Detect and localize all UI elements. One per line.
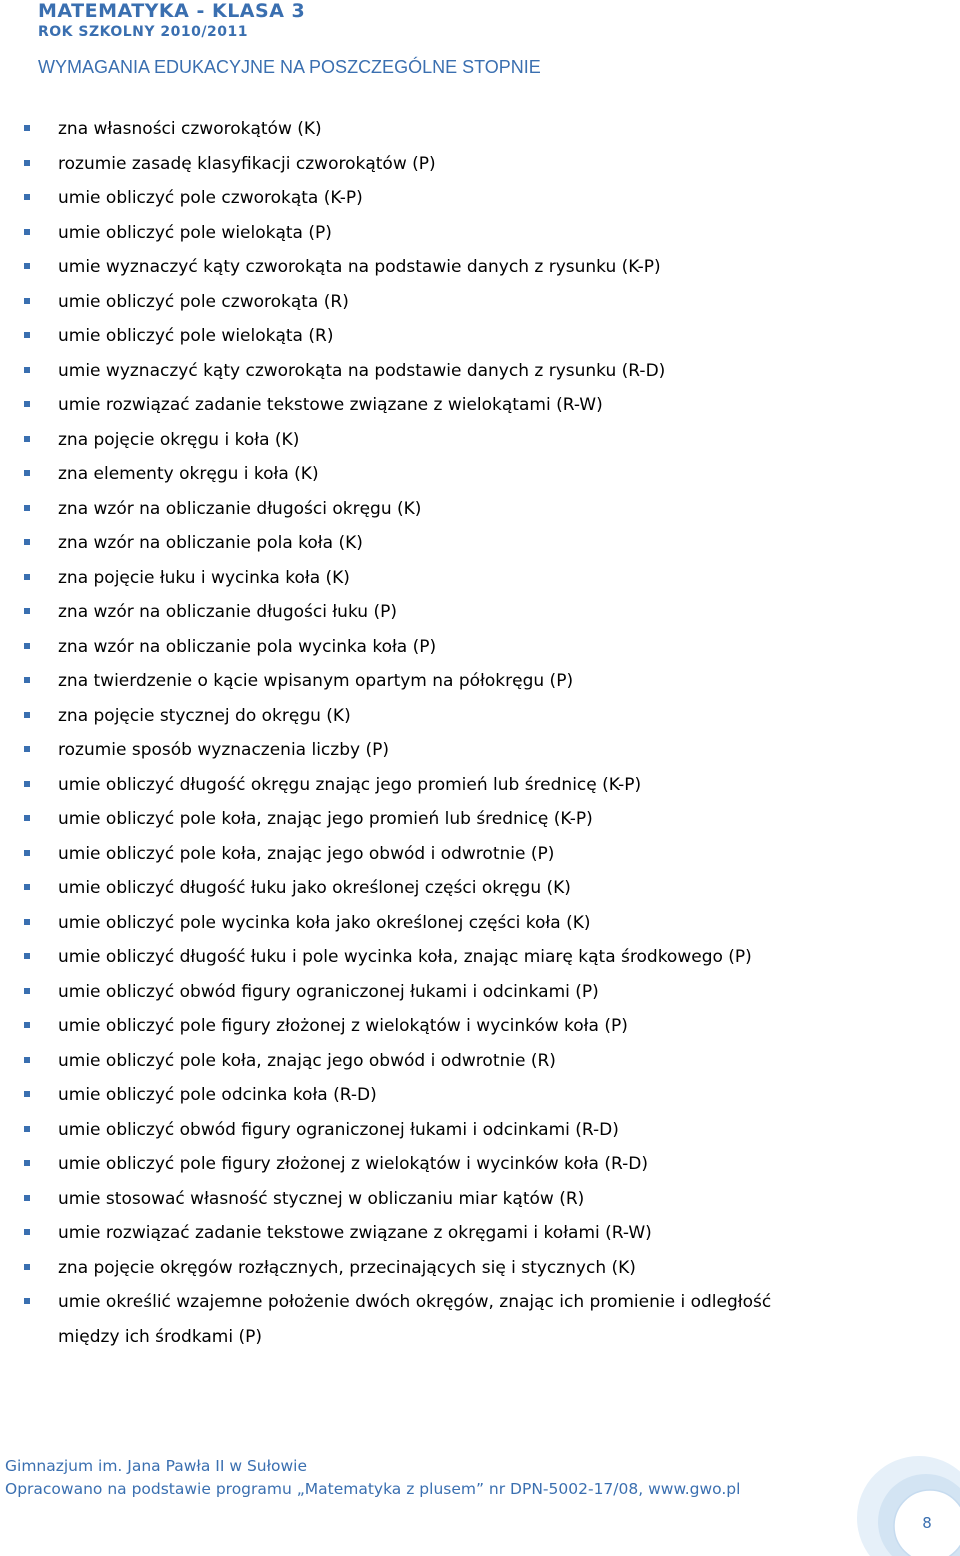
list-item-text: zna twierdzenie o kącie wpisanym opartym na półokręgu (P): [58, 671, 574, 691]
bullet-icon: [24, 505, 30, 511]
list-item: [0, 457, 960, 492]
bullet-icon: [24, 1229, 30, 1235]
bullet-icon: [24, 436, 30, 442]
school-year: ROK SZKOLNY 2010/2011: [38, 24, 248, 40]
bullet-icon: [24, 919, 30, 925]
list-item: [0, 285, 960, 320]
list-item: [0, 319, 960, 354]
list-item: [0, 181, 960, 216]
bullet-icon: [24, 1195, 30, 1201]
list-item-text: zna pojęcie łuku i wycinka koła (K): [58, 567, 350, 588]
bullet-icon: [24, 298, 30, 304]
list-item: [0, 1009, 960, 1044]
section-heading: WYMAGANIA EDUKACYJNE NA POSZCZEGÓLNE STOPNIE: [38, 57, 541, 77]
list-item: [0, 1285, 818, 1354]
bullet-icon: [24, 1126, 30, 1132]
bullet-icon: [24, 263, 30, 269]
bullet-icon: [24, 712, 30, 718]
list-item: [0, 768, 960, 803]
list-item: [0, 250, 960, 285]
bullet-icon: [24, 643, 30, 649]
list-item-text: zna elementy okręgu i koła (K): [58, 464, 319, 484]
list-item: [0, 388, 960, 423]
list-item-text: umie obliczyć pole odcinka koła (R-D): [58, 1085, 377, 1105]
bullet-icon: [24, 1298, 30, 1304]
list-item: [0, 664, 960, 699]
list-item: [0, 354, 960, 389]
list-item-text: zna pojęcie okręgu i koła (K): [58, 429, 300, 450]
list-item-text: umie obliczyć długość okręgu znając jego promień lub średnicę (K-P): [58, 774, 642, 795]
list-item-text: umie obliczyć obwód figury ograniczonej łukami i odcinkami (R-D): [58, 1119, 619, 1140]
list-item-text: umie obliczyć pole koła, znając jego promień lub średnicę (K-P): [58, 809, 593, 829]
list-item: [0, 1216, 960, 1251]
list-item-text: umie obliczyć pole czworokąta (K-P): [58, 188, 363, 208]
list-item: [0, 595, 960, 630]
bullet-icon: [24, 401, 30, 407]
list-item-text: rozumie zasadę klasyfikacji czworokątów (P): [58, 153, 436, 174]
bullet-icon: [24, 194, 30, 200]
list-item-text: umie obliczyć pole figury złożonej z wielokątów i wycinków koła (P): [58, 1016, 628, 1036]
bullet-icon: [24, 539, 30, 545]
list-item-text: zna wzór na obliczanie długości łuku (P): [58, 602, 397, 622]
list-item-text: umie obliczyć pole czworokąta (R): [58, 291, 349, 312]
list-item-text: zna pojęcie stycznej do okręgu (K): [58, 705, 351, 726]
list-item-text: umie obliczyć pole figury złożonej z wielokątów i wycinków koła (R-D): [58, 1154, 648, 1174]
bullet-icon: [24, 1022, 30, 1028]
bullet-icon: [24, 988, 30, 994]
bullet-icon: [24, 746, 30, 752]
list-item: [0, 940, 818, 975]
bullet-icon: [24, 229, 30, 235]
bullet-icon: [24, 884, 30, 890]
list-item: [0, 561, 960, 596]
list-item-text: umie stosować własność stycznej w obliczaniu miar kątów (R): [58, 1188, 585, 1209]
footer-school: Gimnazjum im. Jana Pawła II w Sułowie: [5, 1457, 308, 1475]
bullet-icon: [24, 781, 30, 787]
bullet-icon: [24, 125, 30, 131]
list-item-text: umie obliczyć obwód figury ograniczonej łukami i odcinkami (P): [58, 981, 599, 1002]
list-item-text: rozumie sposób wyznaczenia liczby (P): [58, 740, 389, 760]
list-item-text: umie obliczyć pole wycinka koła jako określonej części koła (K): [58, 912, 591, 933]
footer-source: Opracowano na podstawie programu „Matematyka z plusem” nr DPN-5002-17/08, www.gwo.pl: [5, 1480, 741, 1498]
bullet-icon: [24, 608, 30, 614]
list-item: [0, 147, 960, 182]
list-item: [0, 423, 960, 458]
list-item-text: umie obliczyć pole wielokąta (P): [58, 222, 332, 243]
bullet-icon: [24, 815, 30, 821]
list-item-text: umie obliczyć długość łuku jako określonej części okręgu (K): [58, 878, 571, 898]
bullet-icon: [24, 1160, 30, 1166]
bullet-icon: [24, 470, 30, 476]
list-item-text: zna własności czworokątów (K): [58, 119, 322, 139]
page-number-badge: [834, 1456, 960, 1556]
list-item: [0, 906, 960, 941]
list-item-text: umie obliczyć pole wielokąta (R): [58, 326, 334, 346]
document-title: MATEMATYKA - KLASA 3: [38, 0, 306, 22]
list-item: [0, 975, 960, 1010]
bullet-icon: [24, 1264, 30, 1270]
bullet-icon: [24, 953, 30, 959]
badge-circles-graphic: [834, 1456, 960, 1556]
bullet-icon: [24, 332, 30, 338]
list-item: [0, 630, 960, 665]
list-item: [0, 1147, 960, 1182]
list-item: [0, 1113, 960, 1148]
list-item: [0, 216, 960, 251]
list-item-text: zna wzór na obliczanie pola koła (K): [58, 533, 363, 553]
list-item-text: umie obliczyć pole koła, znając jego obwód i odwrotnie (R): [58, 1050, 556, 1071]
list-item: [0, 112, 960, 147]
list-item-text: umie rozwiązać zadanie tekstowe związane z okręgami i kołami (R-W): [58, 1223, 652, 1243]
list-item-text: umie obliczyć długość łuku i pole wycinka koła, znając miarę kąta środkowego (P): [58, 947, 752, 967]
list-item-text: umie rozwiązać zadanie tekstowe związane z wielokątami (R-W): [58, 395, 603, 415]
list-item-text: umie obliczyć pole koła, znając jego obwód i odwrotnie (P): [58, 843, 555, 864]
list-item: [0, 1182, 960, 1217]
list-item-text: zna wzór na obliczanie długości okręgu (K): [58, 498, 422, 519]
bullet-icon: [24, 850, 30, 856]
list-item-text: umie wyznaczyć kąty czworokąta na podstawie danych z rysunku (R-D): [58, 360, 666, 381]
list-item-text: umie wyznaczyć kąty czworokąta na podstawie danych z rysunku (K-P): [58, 257, 661, 277]
list-item: [0, 871, 960, 906]
bullet-icon: [24, 367, 30, 373]
list-item: [0, 1251, 960, 1286]
list-item: [0, 837, 960, 872]
list-item: [0, 1078, 960, 1113]
bullet-icon: [24, 1091, 30, 1097]
bullet-icon: [24, 160, 30, 166]
list-item-text: zna wzór na obliczanie pola wycinka koła (P): [58, 636, 437, 657]
list-item: [0, 492, 960, 527]
list-item-text: umie określić wzajemne położenie dwóch okręgów, znając ich promienie i odległość między ich środkami (P): [58, 1292, 772, 1347]
page-number: 8: [922, 1514, 932, 1532]
list-item: [0, 802, 960, 837]
list-item: [0, 699, 960, 734]
list-item: [0, 733, 960, 768]
bullet-icon: [24, 1057, 30, 1063]
list-item: [0, 526, 960, 561]
requirements-list: [0, 112, 960, 1354]
bullet-icon: [24, 574, 30, 580]
list-item-text: zna pojęcie okręgów rozłącznych, przecinających się i stycznych (K): [58, 1257, 636, 1278]
bullet-icon: [24, 677, 30, 683]
list-item: [0, 1044, 960, 1079]
page-footer: [5, 1455, 740, 1501]
